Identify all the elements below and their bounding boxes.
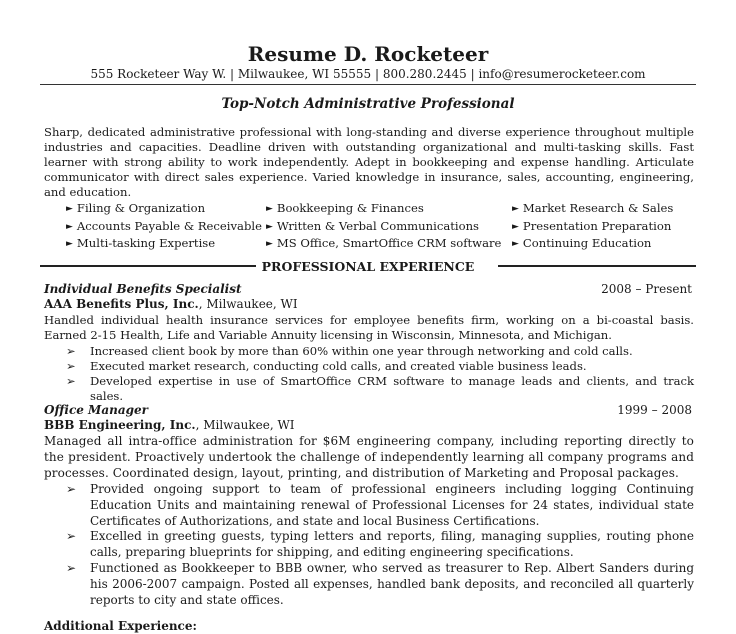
job-dates: 1999 – 2008 — [617, 403, 692, 417]
job-description: Managed all intra-office administration for $6M engineering company, including reporting directly to the president. Proactively undertook the challenge of independently learning all company programs and processes. Coordinated design, layout, printing, and distribution of Marketing and Proposal packages. — [44, 434, 694, 480]
triangle-bullet-icon: ► — [512, 221, 519, 232]
job-bullets — [66, 344, 694, 404]
skill-item: ► Filing & Organization — [66, 201, 206, 215]
arrow-bullet-icon: ➢ — [66, 482, 77, 496]
professional-headline: Top-Notch Administrative Professional — [221, 96, 515, 112]
list-item: ➢ Excelled in greeting guests, typing letters and reports, filing, managing supplies, routing phone calls, preparing blueprints for shipping, and editing engineering specifications. — [66, 529, 694, 560]
company-line — [44, 417, 295, 433]
arrow-bullet-icon: ➢ — [66, 529, 77, 544]
triangle-bullet-icon: ► — [266, 221, 273, 232]
additional-experience-heading: Additional Experience: — [44, 619, 197, 633]
skills-column-2 — [266, 201, 501, 254]
job-dates: 2008 – Present — [601, 282, 692, 296]
skill-item: ► MS Office, SmartOffice CRM software — [266, 236, 502, 251]
job-description: Handled individual health insurance services for employee benefits firm, working on a bi-coastal basis. Earned 2-15 Health, Life and Variable Annuity licensing in Wisconsin, Minnesota, and Michigan. — [44, 313, 694, 342]
job-title: Individual Benefits Specialist — [44, 282, 242, 296]
triangle-bullet-icon: ► — [66, 204, 73, 214]
skills-column-3 — [512, 201, 673, 254]
triangle-bullet-icon: ► — [66, 239, 73, 250]
header-divider — [40, 84, 696, 85]
skill-item: ► Bookkeeping & Finances — [266, 201, 424, 215]
triangle-bullet-icon: ► — [266, 239, 273, 250]
list-item: ➢ Provided ongoing support to team of professional engineers including logging Continuing Education Units and maintaining renewal of Professional Licenses for 24 states, individual state Certificates of Authorizations, and state and local Business Certifications. — [66, 482, 694, 528]
candidate-name: Resume D. Rocketeer — [247, 42, 489, 66]
skill-item: ► Multi-tasking Expertise — [66, 236, 216, 251]
company-name: BBB Engineering, Inc. — [44, 418, 196, 432]
list-item: ➢ Developed expertise in use of SmartOffice CRM software to manage leads and clients, and track sales. — [66, 374, 694, 403]
skill-item: ► Market Research & Sales — [512, 201, 674, 215]
arrow-bullet-icon: ➢ — [66, 344, 76, 358]
skill-item: ► Presentation Preparation — [512, 218, 672, 233]
list-item: ➢ Executed market research, conducting cold calls, and created viable business leads. — [66, 359, 587, 373]
triangle-bullet-icon: ► — [512, 204, 519, 214]
skills-column-1 — [66, 201, 262, 254]
arrow-bullet-icon: ➢ — [66, 560, 77, 575]
skill-item: ► Accounts Payable & Receivable — [66, 218, 262, 233]
job-bullets — [66, 482, 694, 608]
summary-paragraph: Sharp, dedicated administrative professional with long-standing and diverse experience throughout multiple industries and capacities. Deadline driven with outstanding organizational and multi-tasking skills. Fast learner with strong ability to work independently. Adept in bookkeeping and expense handling. Articulate communicator with direct sales experience. Varied knowledge in insurance, sales, accounting, engineering, and education. — [44, 125, 694, 199]
arrow-bullet-icon: ➢ — [66, 359, 76, 373]
skill-item: ► Written & Verbal Communications — [266, 218, 479, 233]
company-line — [44, 296, 298, 312]
company-name: AAA Benefits Plus, Inc. — [44, 297, 199, 311]
list-item: ➢ Functioned as Bookkeeper to BBB owner, who served as treasurer to Rep. Albert Sanders during his 2006-2007 campaign. Posted all expenses, handled bank deposits, and reconciled all quarterly reports to city and state offices. — [66, 560, 694, 607]
triangle-bullet-icon: ► — [266, 204, 273, 214]
company-location: , Milwaukee, WI — [198, 297, 298, 311]
job-title: Office Manager — [44, 403, 148, 417]
experience-section-header — [40, 258, 696, 276]
contact-line: 555 Rocketeer Way W. | Milwaukee, WI 55555 | 800.280.2445 | info@resumerocketeer.com — [90, 67, 646, 81]
triangle-bullet-icon: ► — [512, 239, 519, 250]
section-title: PROFESSIONAL EXPERIENCE — [261, 259, 475, 274]
company-location: , Milwaukee, WI — [195, 418, 295, 432]
triangle-bullet-icon: ► — [66, 221, 73, 232]
arrow-bullet-icon: ➢ — [66, 374, 76, 388]
skill-item: ► Continuing Education — [512, 236, 652, 251]
list-item: ➢ Increased client book by more than 60% within one year through networking and cold calls. — [66, 344, 633, 358]
